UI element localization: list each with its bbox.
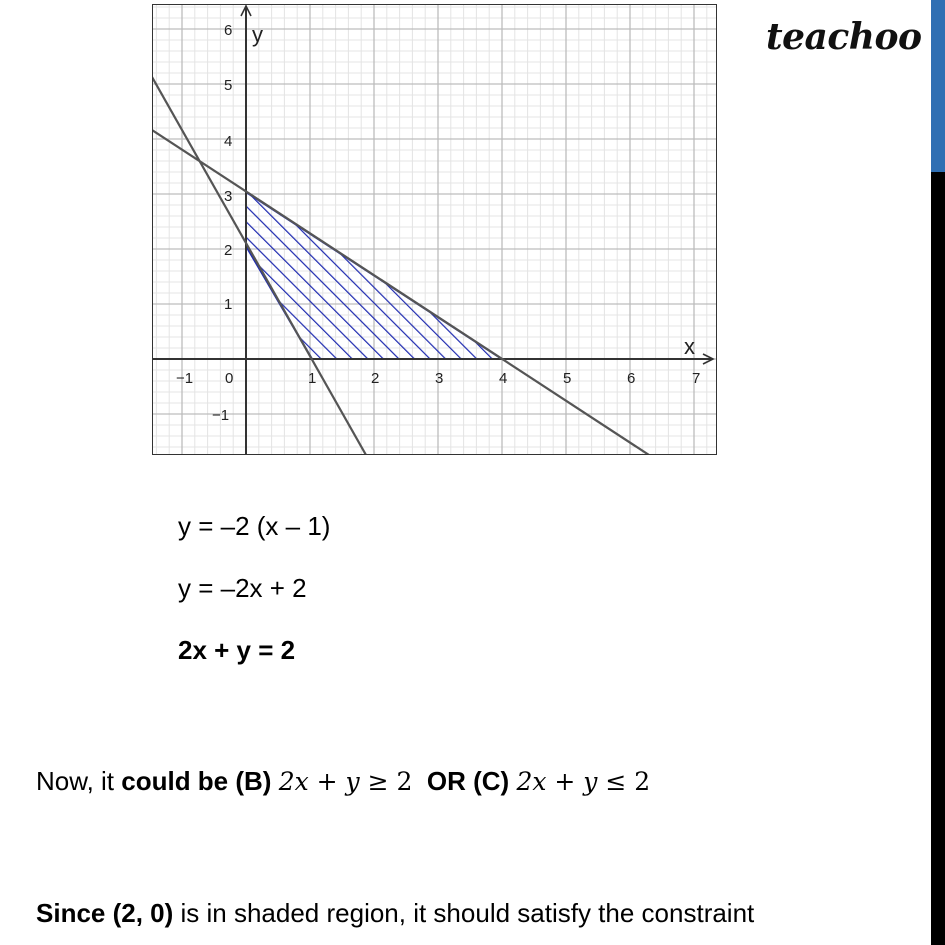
y-axis-label: y [252, 22, 263, 47]
paragraph-since [36, 898, 754, 929]
para1-prefix: Now, it [36, 766, 122, 796]
option-b-lhs: 2x + y [278, 767, 360, 796]
para2-rest: is in shaded region, it should satisfy the constraint [173, 898, 755, 928]
option-b-op: ≥ [367, 767, 389, 796]
x-tick-label: 5 [563, 370, 572, 387]
x-tick-label: 6 [627, 370, 636, 387]
equation-line-2: y = –2x + 2 [178, 573, 307, 603]
option-c-math [516, 767, 650, 796]
option-c-op: ≤ [605, 767, 627, 796]
para1-bold2: OR (C) [426, 766, 517, 796]
x-axis-label: x [684, 334, 695, 359]
option-c-rhs: 2 [634, 767, 651, 796]
y-tick-label: 5 [224, 77, 233, 94]
equation-line-3: 2x + y = 2 [178, 635, 296, 665]
option-b-math [279, 767, 413, 796]
y-tick-label: 6 [224, 22, 233, 39]
y-tick-label: 1 [224, 296, 233, 313]
y-tick-label: 4 [224, 133, 233, 150]
x-tick-label: −1 [176, 370, 194, 387]
paragraph-could-be [36, 766, 650, 797]
x-tick-label: 2 [371, 370, 380, 387]
equation-line-1: y = –2 (x – 1) [178, 511, 331, 541]
option-b-rhs: 2 [396, 767, 413, 796]
para2-bold: Since (2, 0) [36, 898, 174, 928]
y-tick-label: 3 [224, 188, 233, 205]
x-tick-label: 3 [435, 370, 444, 387]
linear-programming-graph [152, 4, 717, 455]
x-tick-label: 4 [499, 370, 508, 387]
x-tick-label: 7 [692, 370, 701, 387]
teachoo-logo: teachoo [766, 16, 922, 58]
option-c-lhs: 2x + y [516, 767, 598, 796]
scrollbar-track [931, 172, 945, 945]
scrollbar-accent [931, 0, 945, 172]
x-tick-label: 1 [308, 370, 317, 387]
graph-frame [152, 4, 717, 455]
x-tick-label: 0 [225, 370, 234, 387]
y-tick-label: 2 [224, 242, 233, 259]
y-tick-label: −1 [212, 407, 230, 424]
para1-bold1: could be (B) [121, 766, 279, 796]
